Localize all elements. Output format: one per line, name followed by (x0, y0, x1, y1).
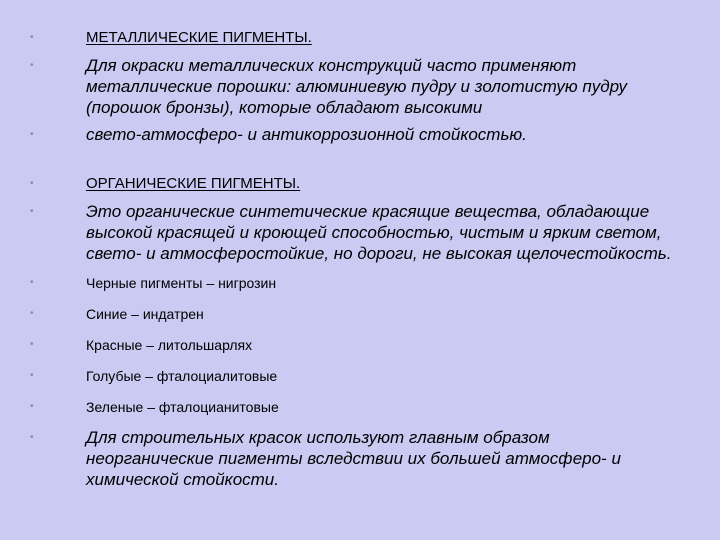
bullet-dot: • (30, 32, 34, 43)
list-item (30, 28, 680, 48)
paragraph-organic-description: Это органические синтетические красящие вещества, обладающие высокой красящей и кроющей способностью, чистым и ярким светом, свето- и атмосферостойкие, но дороги, не высокая щелочестойкость. (86, 202, 672, 263)
pigment-green: Зеленые – фталоцианитовые (86, 399, 279, 415)
paragraph-metallic-description: Для окраски металлических конструкций часто применяют металлические порошки: алюминиевую пудру и золотистую пудру (порошок бронзы), которые обладают высокими (86, 56, 628, 117)
list-item (30, 56, 680, 119)
bullet-dot: • (30, 178, 34, 189)
pigment-black: Черные пигменты – нигрозин (86, 275, 277, 291)
list-item (30, 428, 680, 491)
list-item (30, 202, 680, 265)
bullet-dot: • (30, 60, 34, 71)
bullet-dot: • (30, 401, 34, 412)
list-item (30, 125, 680, 146)
bullet-dot: • (30, 206, 34, 217)
bullet-dot: • (30, 339, 34, 350)
pigment-red: Красные – литольшарлях (86, 337, 253, 353)
list-item (30, 366, 680, 387)
bullet-list (30, 28, 680, 491)
bullet-dot: • (30, 432, 34, 443)
list-item (30, 304, 680, 325)
bullet-dot: • (30, 308, 34, 319)
pigment-light-blue: Голубые – фталоциалитовые (86, 368, 278, 384)
list-item (30, 397, 680, 418)
bullet-dot: • (30, 129, 34, 140)
heading-metallic-pigments: МЕТАЛЛИЧЕСКИЕ ПИГМЕНТЫ. (86, 29, 312, 46)
heading-organic-pigments: ОРГАНИЧЕСКИЕ ПИГМЕНТЫ. (86, 175, 301, 192)
list-item (30, 335, 680, 356)
bullet-dot: • (30, 370, 34, 381)
paragraph-construction-paints: Для строительных красок используют главным образом неорганические пигменты вследствии их большей атмосферо- и химической стойкости. (86, 428, 621, 489)
list-item (30, 174, 680, 194)
pigment-blue: Синие – индатрен (86, 306, 204, 322)
paragraph-metallic-resistance: свето-атмосферо- и антикоррозионной стойкостью. (86, 125, 527, 144)
bullet-dot: • (30, 277, 34, 288)
list-item (30, 273, 680, 294)
